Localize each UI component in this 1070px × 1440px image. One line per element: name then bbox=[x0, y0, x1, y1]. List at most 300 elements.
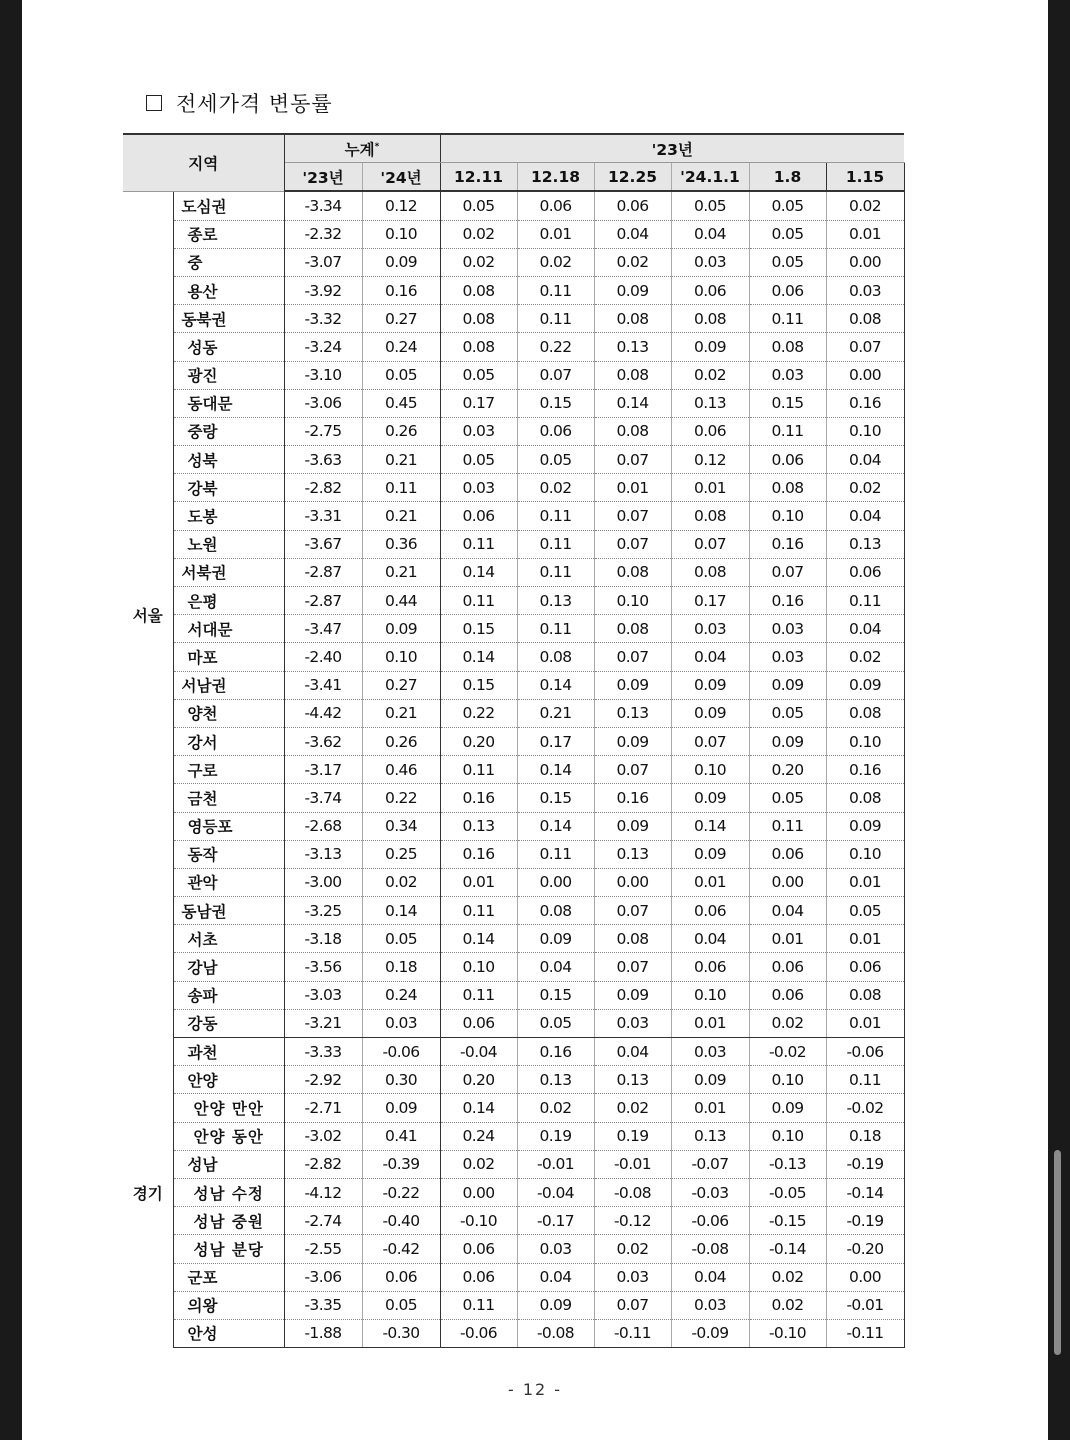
value-cell: 0.08 bbox=[749, 474, 826, 502]
value-cell: -0.09 bbox=[671, 1319, 749, 1347]
region-name: 광진 bbox=[173, 361, 284, 389]
value-cell: -4.42 bbox=[284, 699, 362, 727]
value-cell: 0.01 bbox=[671, 474, 749, 502]
value-cell: -2.71 bbox=[284, 1094, 362, 1122]
value-cell: 0.03 bbox=[517, 1235, 594, 1263]
value-cell: 0.02 bbox=[440, 1150, 517, 1178]
region-name: 과천 bbox=[173, 1038, 284, 1066]
value-cell: 0.02 bbox=[749, 1263, 826, 1291]
value-cell: 0.02 bbox=[594, 1094, 671, 1122]
region-name: 중랑 bbox=[173, 417, 284, 445]
value-cell: 0.11 bbox=[440, 897, 517, 925]
value-cell: 0.11 bbox=[749, 417, 826, 445]
scrollbar-thumb[interactable] bbox=[1054, 1150, 1061, 1355]
value-cell: -2.87 bbox=[284, 558, 362, 586]
value-cell: 0.14 bbox=[671, 812, 749, 840]
value-cell: 0.06 bbox=[594, 191, 671, 220]
value-cell: 0.08 bbox=[671, 305, 749, 333]
value-cell: 0.01 bbox=[517, 220, 594, 248]
value-cell: 0.09 bbox=[671, 784, 749, 812]
col-header: '24.1.1 bbox=[671, 163, 749, 192]
value-cell: 0.25 bbox=[362, 840, 440, 868]
value-cell: -2.40 bbox=[284, 643, 362, 671]
table-row bbox=[123, 1207, 904, 1235]
value-cell: 0.11 bbox=[517, 276, 594, 304]
value-cell: 0.17 bbox=[440, 389, 517, 417]
value-cell: -3.18 bbox=[284, 925, 362, 953]
value-cell: 0.07 bbox=[594, 897, 671, 925]
value-cell: 0.18 bbox=[826, 1122, 904, 1150]
value-cell: 0.09 bbox=[362, 1094, 440, 1122]
value-cell: 0.10 bbox=[826, 727, 904, 755]
value-cell: -3.07 bbox=[284, 248, 362, 276]
value-cell: -3.17 bbox=[284, 756, 362, 784]
value-cell: 0.05 bbox=[749, 248, 826, 276]
value-cell: -0.02 bbox=[826, 1094, 904, 1122]
value-cell: 0.16 bbox=[517, 1038, 594, 1066]
value-cell: 0.16 bbox=[826, 389, 904, 417]
value-cell: 0.11 bbox=[440, 1291, 517, 1319]
value-cell: 0.05 bbox=[362, 1291, 440, 1319]
region-name: 성남 분당 bbox=[173, 1235, 284, 1263]
value-cell: 0.19 bbox=[594, 1122, 671, 1150]
value-cell: 0.02 bbox=[440, 220, 517, 248]
value-cell: 0.10 bbox=[594, 587, 671, 615]
value-cell: -3.31 bbox=[284, 502, 362, 530]
value-cell: 0.04 bbox=[671, 925, 749, 953]
region-name: 성남 수정 bbox=[173, 1178, 284, 1206]
value-cell: 0.10 bbox=[826, 417, 904, 445]
page-number: - 12 - bbox=[507, 1380, 563, 1399]
value-cell: -0.02 bbox=[749, 1038, 826, 1066]
value-cell: 0.01 bbox=[594, 474, 671, 502]
value-cell: 0.08 bbox=[671, 502, 749, 530]
value-cell: -0.04 bbox=[440, 1038, 517, 1066]
table-row bbox=[123, 756, 904, 784]
value-cell: 0.08 bbox=[594, 417, 671, 445]
value-cell: 0.02 bbox=[826, 474, 904, 502]
value-cell: 0.03 bbox=[594, 1009, 671, 1037]
table-row bbox=[123, 1122, 904, 1150]
value-cell: -4.12 bbox=[284, 1178, 362, 1206]
value-cell: 0.07 bbox=[517, 361, 594, 389]
weekly-header: '23년 bbox=[440, 134, 904, 163]
value-cell: -0.12 bbox=[594, 1207, 671, 1235]
value-cell: 0.01 bbox=[749, 925, 826, 953]
region-name: 강서 bbox=[173, 727, 284, 755]
value-cell: 0.04 bbox=[671, 1263, 749, 1291]
value-cell: -0.14 bbox=[749, 1235, 826, 1263]
table-row bbox=[123, 417, 904, 445]
value-cell: 0.18 bbox=[362, 953, 440, 981]
region-name: 서북권 bbox=[173, 558, 284, 586]
value-cell: -0.01 bbox=[826, 1291, 904, 1319]
value-cell: 0.08 bbox=[594, 558, 671, 586]
value-cell: 0.11 bbox=[749, 812, 826, 840]
value-cell: -0.01 bbox=[517, 1150, 594, 1178]
region-name: 노원 bbox=[173, 530, 284, 558]
value-cell: 0.07 bbox=[594, 502, 671, 530]
table-row bbox=[123, 615, 904, 643]
table-row bbox=[123, 1291, 904, 1319]
value-cell: 0.07 bbox=[594, 530, 671, 558]
value-cell: 0.10 bbox=[749, 1122, 826, 1150]
value-cell: -2.75 bbox=[284, 417, 362, 445]
value-cell: 0.15 bbox=[517, 981, 594, 1009]
value-cell: 0.06 bbox=[826, 953, 904, 981]
value-cell: 0.09 bbox=[671, 671, 749, 699]
value-cell: 0.20 bbox=[440, 727, 517, 755]
value-cell: 0.03 bbox=[671, 615, 749, 643]
region-name: 금천 bbox=[173, 784, 284, 812]
value-cell: 0.06 bbox=[517, 417, 594, 445]
value-cell: 0.02 bbox=[749, 1291, 826, 1319]
value-cell: -0.17 bbox=[517, 1207, 594, 1235]
value-cell: -3.03 bbox=[284, 981, 362, 1009]
value-cell: -0.05 bbox=[749, 1178, 826, 1206]
value-cell: 0.05 bbox=[517, 446, 594, 474]
region-name: 서초 bbox=[173, 925, 284, 953]
value-cell: -2.32 bbox=[284, 220, 362, 248]
value-cell: 0.16 bbox=[749, 587, 826, 615]
table-row bbox=[123, 248, 904, 276]
value-cell: 0.14 bbox=[517, 756, 594, 784]
value-cell: 0.16 bbox=[440, 784, 517, 812]
value-cell: 0.10 bbox=[749, 502, 826, 530]
region-group-label: 서울 bbox=[123, 191, 173, 1037]
value-cell: -0.13 bbox=[749, 1150, 826, 1178]
value-cell: 0.09 bbox=[594, 276, 671, 304]
col-header: '24년 bbox=[362, 163, 440, 192]
table-row bbox=[123, 446, 904, 474]
value-cell: 0.11 bbox=[362, 474, 440, 502]
value-cell: 0.02 bbox=[749, 1009, 826, 1037]
value-cell: -3.41 bbox=[284, 671, 362, 699]
table-row bbox=[123, 389, 904, 417]
value-cell: -0.08 bbox=[517, 1319, 594, 1347]
col-header: 12.11 bbox=[440, 163, 517, 192]
region-name: 성남 bbox=[173, 1150, 284, 1178]
value-cell: -3.67 bbox=[284, 530, 362, 558]
value-cell: 0.15 bbox=[749, 389, 826, 417]
value-cell: 0.14 bbox=[440, 558, 517, 586]
value-cell: 0.02 bbox=[440, 248, 517, 276]
table-row bbox=[123, 530, 904, 558]
value-cell: -3.63 bbox=[284, 446, 362, 474]
value-cell: 0.04 bbox=[671, 220, 749, 248]
table-row bbox=[123, 784, 904, 812]
table-row bbox=[123, 474, 904, 502]
value-cell: 0.09 bbox=[362, 615, 440, 643]
value-cell: 0.01 bbox=[826, 925, 904, 953]
value-cell: -2.68 bbox=[284, 812, 362, 840]
table-row bbox=[123, 699, 904, 727]
value-cell: 0.12 bbox=[671, 446, 749, 474]
value-cell: 0.10 bbox=[671, 756, 749, 784]
value-cell: 0.03 bbox=[826, 276, 904, 304]
value-cell: 0.34 bbox=[362, 812, 440, 840]
value-cell: -3.10 bbox=[284, 361, 362, 389]
region-header: 지역 bbox=[123, 134, 284, 191]
table-row bbox=[123, 1263, 904, 1291]
region-name: 성동 bbox=[173, 333, 284, 361]
value-cell: 0.13 bbox=[440, 812, 517, 840]
value-cell: 0.08 bbox=[826, 305, 904, 333]
value-cell: 0.09 bbox=[594, 812, 671, 840]
value-cell: 0.09 bbox=[749, 727, 826, 755]
value-cell: 0.05 bbox=[362, 925, 440, 953]
value-cell: 0.09 bbox=[826, 671, 904, 699]
value-cell: -3.74 bbox=[284, 784, 362, 812]
value-cell: 0.14 bbox=[440, 1094, 517, 1122]
table-row bbox=[123, 361, 904, 389]
region-name: 용산 bbox=[173, 276, 284, 304]
region-name: 서대문 bbox=[173, 615, 284, 643]
value-cell: -0.19 bbox=[826, 1150, 904, 1178]
value-cell: -1.88 bbox=[284, 1319, 362, 1347]
value-cell: 0.07 bbox=[594, 643, 671, 671]
value-cell: 0.09 bbox=[671, 699, 749, 727]
value-cell: 0.05 bbox=[749, 699, 826, 727]
value-cell: 0.03 bbox=[671, 248, 749, 276]
table-row bbox=[123, 981, 904, 1009]
region-name: 강동 bbox=[173, 1009, 284, 1037]
value-cell: 0.16 bbox=[440, 840, 517, 868]
value-cell: 0.04 bbox=[517, 953, 594, 981]
table-row bbox=[123, 1150, 904, 1178]
value-cell: 0.09 bbox=[749, 1094, 826, 1122]
value-cell: 0.07 bbox=[594, 953, 671, 981]
value-cell: -0.40 bbox=[362, 1207, 440, 1235]
value-cell: 0.12 bbox=[362, 191, 440, 220]
value-cell: 0.02 bbox=[517, 248, 594, 276]
value-cell: 0.04 bbox=[594, 220, 671, 248]
value-cell: -0.10 bbox=[440, 1207, 517, 1235]
value-cell: 0.11 bbox=[517, 305, 594, 333]
region-name: 동대문 bbox=[173, 389, 284, 417]
table-row bbox=[123, 953, 904, 981]
value-cell: -2.87 bbox=[284, 587, 362, 615]
value-cell: 0.36 bbox=[362, 530, 440, 558]
col-header: '23년 bbox=[284, 163, 362, 192]
value-cell: 0.09 bbox=[362, 248, 440, 276]
value-cell: 0.09 bbox=[671, 333, 749, 361]
value-cell: 0.02 bbox=[594, 248, 671, 276]
value-cell: 0.07 bbox=[594, 756, 671, 784]
value-cell: 0.13 bbox=[517, 1066, 594, 1094]
value-cell: 0.17 bbox=[671, 587, 749, 615]
value-cell: -3.21 bbox=[284, 1009, 362, 1037]
region-name: 성북 bbox=[173, 446, 284, 474]
value-cell: -0.30 bbox=[362, 1319, 440, 1347]
value-cell: 0.20 bbox=[440, 1066, 517, 1094]
value-cell: 0.05 bbox=[826, 897, 904, 925]
value-cell: 0.01 bbox=[826, 1009, 904, 1037]
header-row-1 bbox=[123, 134, 904, 163]
value-cell: 0.26 bbox=[362, 727, 440, 755]
value-cell: 0.08 bbox=[826, 981, 904, 1009]
table-row bbox=[123, 191, 904, 220]
value-cell: 0.01 bbox=[826, 868, 904, 896]
value-cell: 0.09 bbox=[517, 1291, 594, 1319]
value-cell: 0.09 bbox=[671, 840, 749, 868]
table-row bbox=[123, 220, 904, 248]
value-cell: 0.05 bbox=[440, 191, 517, 220]
value-cell: -3.32 bbox=[284, 305, 362, 333]
value-cell: 0.11 bbox=[517, 530, 594, 558]
value-cell: 0.07 bbox=[594, 1291, 671, 1319]
region-name: 의왕 bbox=[173, 1291, 284, 1319]
value-cell: 0.22 bbox=[517, 333, 594, 361]
value-cell: -2.92 bbox=[284, 1066, 362, 1094]
value-cell: 0.07 bbox=[671, 530, 749, 558]
value-cell: -0.03 bbox=[671, 1178, 749, 1206]
table-row bbox=[123, 1178, 904, 1206]
value-cell: 0.06 bbox=[749, 446, 826, 474]
value-cell: -0.42 bbox=[362, 1235, 440, 1263]
value-cell: 0.05 bbox=[749, 191, 826, 220]
value-cell: 0.03 bbox=[749, 643, 826, 671]
value-cell: 0.13 bbox=[594, 699, 671, 727]
value-cell: -0.01 bbox=[594, 1150, 671, 1178]
value-cell: 0.08 bbox=[594, 361, 671, 389]
table-row bbox=[123, 897, 904, 925]
value-cell: -2.82 bbox=[284, 474, 362, 502]
value-cell: -0.06 bbox=[362, 1038, 440, 1066]
value-cell: 0.07 bbox=[594, 446, 671, 474]
value-cell: 0.10 bbox=[362, 220, 440, 248]
value-cell: 0.14 bbox=[440, 643, 517, 671]
value-cell: 0.13 bbox=[671, 389, 749, 417]
region-name: 안성 bbox=[173, 1319, 284, 1347]
region-name: 동남권 bbox=[173, 897, 284, 925]
value-cell: 0.46 bbox=[362, 756, 440, 784]
value-cell: 0.44 bbox=[362, 587, 440, 615]
table-row bbox=[123, 1066, 904, 1094]
value-cell: 0.14 bbox=[594, 389, 671, 417]
value-cell: 0.13 bbox=[594, 840, 671, 868]
checkbox-square-icon bbox=[146, 95, 162, 111]
value-cell: 0.10 bbox=[362, 643, 440, 671]
value-cell: 0.08 bbox=[517, 643, 594, 671]
value-cell: 0.11 bbox=[517, 840, 594, 868]
region-name: 성남 중원 bbox=[173, 1207, 284, 1235]
value-cell: 0.01 bbox=[440, 868, 517, 896]
value-cell: 0.07 bbox=[749, 558, 826, 586]
value-cell: 0.00 bbox=[826, 248, 904, 276]
value-cell: 0.09 bbox=[749, 671, 826, 699]
value-cell: 0.06 bbox=[671, 897, 749, 925]
value-cell: 0.04 bbox=[517, 1263, 594, 1291]
value-cell: 0.06 bbox=[749, 276, 826, 304]
value-cell: -2.74 bbox=[284, 1207, 362, 1235]
value-cell: -3.06 bbox=[284, 389, 362, 417]
value-cell: 0.06 bbox=[440, 1235, 517, 1263]
col-header: 1.15 bbox=[826, 163, 904, 192]
table-row bbox=[123, 868, 904, 896]
region-name: 서남권 bbox=[173, 671, 284, 699]
value-cell: 0.22 bbox=[362, 784, 440, 812]
value-cell: -0.07 bbox=[671, 1150, 749, 1178]
value-cell: 0.01 bbox=[671, 868, 749, 896]
value-cell: 0.08 bbox=[517, 897, 594, 925]
region-name: 마포 bbox=[173, 643, 284, 671]
region-name: 도봉 bbox=[173, 502, 284, 530]
value-cell: 0.15 bbox=[440, 671, 517, 699]
value-cell: 0.27 bbox=[362, 305, 440, 333]
value-cell: 0.04 bbox=[749, 897, 826, 925]
value-cell: 0.04 bbox=[826, 446, 904, 474]
value-cell: 0.08 bbox=[671, 558, 749, 586]
value-cell: -0.08 bbox=[671, 1235, 749, 1263]
value-cell: 0.05 bbox=[440, 361, 517, 389]
value-cell: 0.21 bbox=[517, 699, 594, 727]
value-cell: 0.13 bbox=[826, 530, 904, 558]
value-cell: 0.06 bbox=[749, 981, 826, 1009]
value-cell: 0.08 bbox=[594, 925, 671, 953]
region-name: 군포 bbox=[173, 1263, 284, 1291]
value-cell: -0.08 bbox=[594, 1178, 671, 1206]
value-cell: 0.08 bbox=[594, 615, 671, 643]
table-row bbox=[123, 925, 904, 953]
value-cell: -3.47 bbox=[284, 615, 362, 643]
value-cell: 0.10 bbox=[749, 1066, 826, 1094]
cumulative-header: 누계* bbox=[284, 134, 440, 163]
table-row bbox=[123, 502, 904, 530]
value-cell: 0.00 bbox=[826, 1263, 904, 1291]
value-cell: 0.21 bbox=[362, 502, 440, 530]
value-cell: 0.03 bbox=[594, 1263, 671, 1291]
region-name: 구로 bbox=[173, 756, 284, 784]
value-cell: 0.21 bbox=[362, 558, 440, 586]
value-cell: -0.11 bbox=[826, 1319, 904, 1347]
table-row bbox=[123, 276, 904, 304]
value-cell: -0.06 bbox=[826, 1038, 904, 1066]
jeonse-price-change-table bbox=[123, 133, 905, 1348]
value-cell: 0.16 bbox=[826, 756, 904, 784]
value-cell: 0.08 bbox=[749, 333, 826, 361]
value-cell: 0.26 bbox=[362, 417, 440, 445]
value-cell: 0.13 bbox=[517, 587, 594, 615]
value-cell: 0.14 bbox=[517, 671, 594, 699]
value-cell: 0.05 bbox=[749, 220, 826, 248]
section-heading bbox=[146, 88, 333, 118]
value-cell: 0.27 bbox=[362, 671, 440, 699]
value-cell: 0.05 bbox=[671, 191, 749, 220]
value-cell: 0.02 bbox=[826, 191, 904, 220]
value-cell: 0.13 bbox=[594, 1066, 671, 1094]
value-cell: 0.04 bbox=[671, 643, 749, 671]
region-name: 동작 bbox=[173, 840, 284, 868]
table-row bbox=[123, 840, 904, 868]
value-cell: 0.09 bbox=[826, 812, 904, 840]
value-cell: 0.16 bbox=[749, 530, 826, 558]
value-cell: 0.15 bbox=[517, 389, 594, 417]
value-cell: -2.55 bbox=[284, 1235, 362, 1263]
value-cell: 0.00 bbox=[594, 868, 671, 896]
value-cell: 0.15 bbox=[440, 615, 517, 643]
value-cell: 0.06 bbox=[440, 502, 517, 530]
value-cell: 0.11 bbox=[440, 530, 517, 558]
value-cell: -3.13 bbox=[284, 840, 362, 868]
value-cell: -3.62 bbox=[284, 727, 362, 755]
value-cell: 0.16 bbox=[362, 276, 440, 304]
value-cell: 0.14 bbox=[517, 812, 594, 840]
value-cell: 0.03 bbox=[671, 1038, 749, 1066]
region-name: 강북 bbox=[173, 474, 284, 502]
region-name: 안양 동안 bbox=[173, 1122, 284, 1150]
table-row bbox=[123, 1038, 904, 1066]
